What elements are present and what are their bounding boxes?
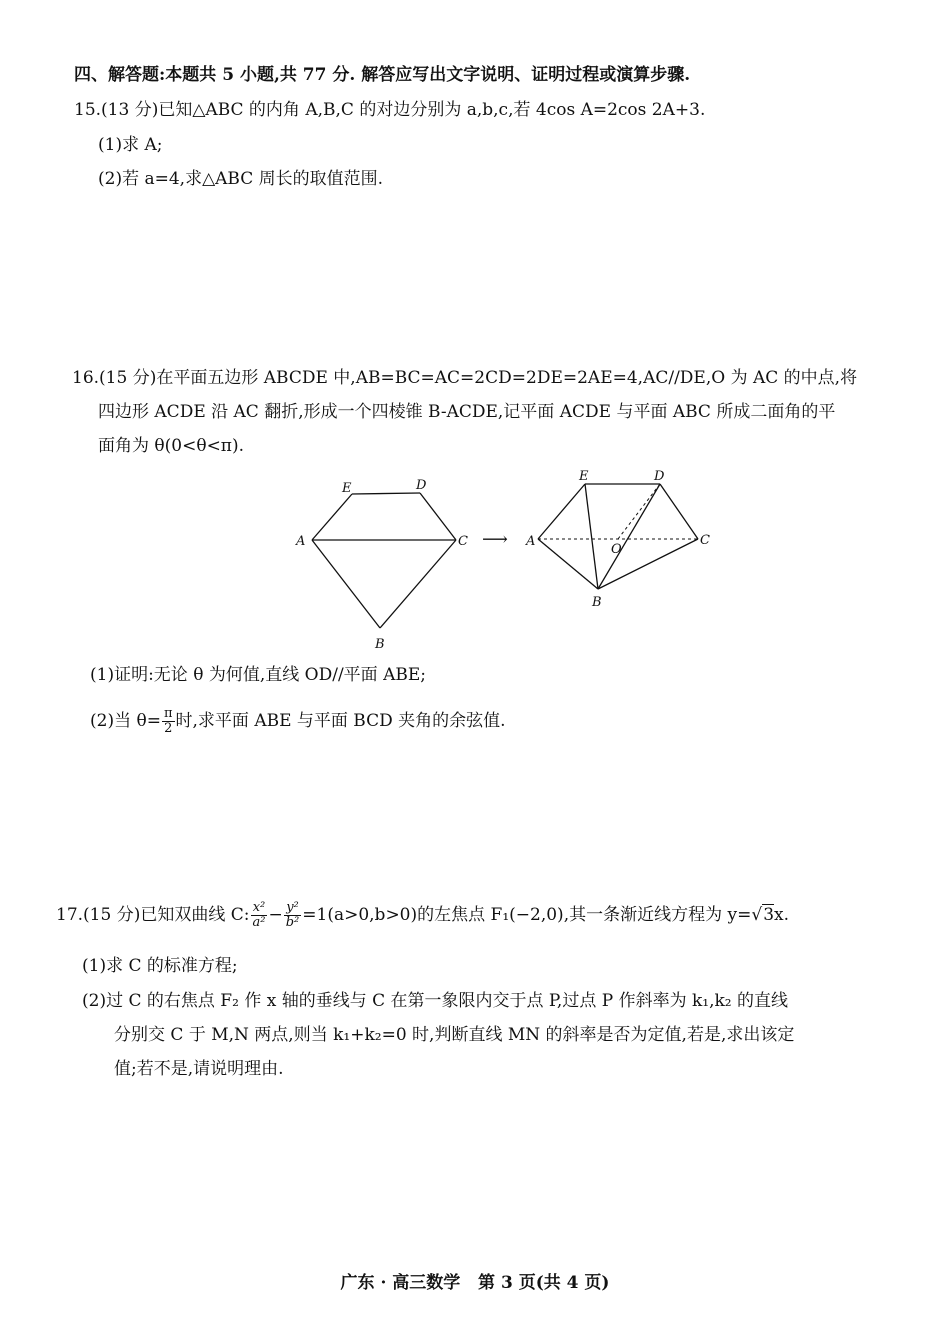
pentagon-label-d: D bbox=[416, 478, 427, 493]
pentagon-label-e: E bbox=[342, 481, 352, 496]
q17-stem-line bbox=[56, 897, 789, 933]
q15-part1: (1)求 A; bbox=[98, 135, 163, 155]
q17-part2-line1: (2)过 C 的右焦点 F₂ 作 x 轴的垂线与 C 在第一象限内交于点 P,过点 P 作斜率为 k₁,k₂ 的直线 bbox=[82, 991, 789, 1011]
q17-part2-line3: 值;若不是,请说明理由. bbox=[114, 1059, 284, 1079]
q16-part1: (1)证明:无论 θ 为何值,直线 OD//平面 ABE; bbox=[90, 665, 426, 685]
pentagon-edge-ed bbox=[352, 493, 420, 494]
pyramid-edge-ab bbox=[538, 539, 598, 589]
section-header: 四、解答题:本题共 5 小题,共 77 分. 解答应写出文字说明、证明过程或演算步骤. bbox=[74, 65, 691, 85]
pentagon-label-b: B bbox=[375, 637, 385, 652]
q17-stem-c: x. bbox=[774, 905, 790, 925]
pyramid-label-d: D bbox=[654, 469, 665, 484]
page-footer: 广东 · 高三数学 第 3 页(共 4 页) bbox=[340, 1273, 610, 1293]
q16-line1 bbox=[72, 367, 857, 389]
frac1-den: a² bbox=[252, 915, 266, 930]
q17-part1: (1)求 C 的标准方程; bbox=[82, 956, 238, 976]
theta-fraction bbox=[162, 707, 175, 736]
pentagon-edge-dc bbox=[420, 493, 456, 540]
q16-part2 bbox=[90, 704, 506, 738]
sqrt-value: 3 bbox=[763, 905, 775, 925]
q16-part2-a: (2)当 θ= bbox=[90, 711, 161, 731]
transform-arrow: ⟶ bbox=[482, 529, 508, 550]
pentagon-edge-ab bbox=[312, 540, 380, 628]
q17-points: (15 分) bbox=[83, 905, 141, 925]
q17-stem-b: =1(a>0,b>0)的左焦点 F₁(−2,0),其一条渐近线方程为 y= bbox=[302, 905, 752, 925]
q15-number: 15. bbox=[74, 100, 102, 120]
minus-sign: − bbox=[268, 905, 283, 925]
q16-number: 16. bbox=[72, 368, 100, 388]
pentagon-edge-cb bbox=[380, 540, 456, 628]
q17-part2-line2: 分别交 C 于 M,N 两点,则当 k₁+k₂=0 时,判断直线 MN 的斜率是否为定值,若是,求出该定 bbox=[114, 1025, 795, 1045]
frac1-num: x² bbox=[251, 901, 268, 916]
pyramid-label-c: C bbox=[700, 533, 710, 548]
pyramid-edge-ae bbox=[538, 484, 585, 539]
pentagon-edge-ae bbox=[312, 494, 352, 540]
pyramid-label-o: O bbox=[611, 542, 622, 557]
q15-points: (13 分) bbox=[101, 100, 159, 120]
pyramid-edge-dc bbox=[660, 484, 698, 539]
q16-line3: 面角为 θ(0<θ<π). bbox=[98, 436, 245, 456]
y-squared-fraction bbox=[284, 901, 302, 930]
theta-fraction-den: 2 bbox=[164, 721, 173, 736]
q16-points: (15 分) bbox=[99, 368, 157, 388]
pyramid-label-a: A bbox=[526, 534, 536, 549]
pentagon-figure bbox=[295, 478, 468, 652]
q15-part2: (2)若 a=4,求△ABC 周长的取值范围. bbox=[98, 169, 384, 189]
pyramid-figure bbox=[525, 469, 710, 610]
sqrt-symbol: √ bbox=[751, 905, 763, 925]
pentagon-label-c: C bbox=[458, 534, 468, 549]
q16-line2: 四边形 ACDE 沿 AC 翻折,形成一个四棱锥 B-ACDE,记平面 ACDE 与平面 ABC 所成二面角的平 bbox=[98, 402, 836, 422]
pyramid-label-b: B bbox=[592, 595, 602, 610]
pyramid-edge-od-hidden bbox=[618, 484, 660, 539]
theta-fraction-num: π bbox=[163, 706, 173, 721]
frac2-num: y² bbox=[284, 901, 302, 916]
pyramid-label-e: E bbox=[579, 469, 589, 484]
x-squared-fraction bbox=[251, 901, 268, 930]
q15-stem: 已知△ABC 的内角 A,B,C 的对边分别为 a,b,c,若 4cos A=2cos 2A+3. bbox=[158, 100, 706, 120]
frac2-den: b² bbox=[285, 915, 300, 930]
q16-part2-b: 时,求平面 ABE 与平面 BCD 夹角的余弦值. bbox=[175, 711, 506, 731]
q16-line1-text: 在平面五边形 ABCDE 中,AB=BC=AC=2CD=2DE=2AE=4,AC//DE,O 为 AC 的中点,将 bbox=[156, 368, 858, 388]
pentagon-label-a: A bbox=[296, 534, 306, 549]
q17-stem-a: 已知双曲线 C: bbox=[140, 905, 250, 925]
q16-figure bbox=[280, 464, 720, 656]
q17-number: 17. bbox=[56, 905, 84, 925]
q15-stem-line bbox=[74, 99, 705, 121]
pyramid-edge-eb bbox=[585, 484, 598, 589]
